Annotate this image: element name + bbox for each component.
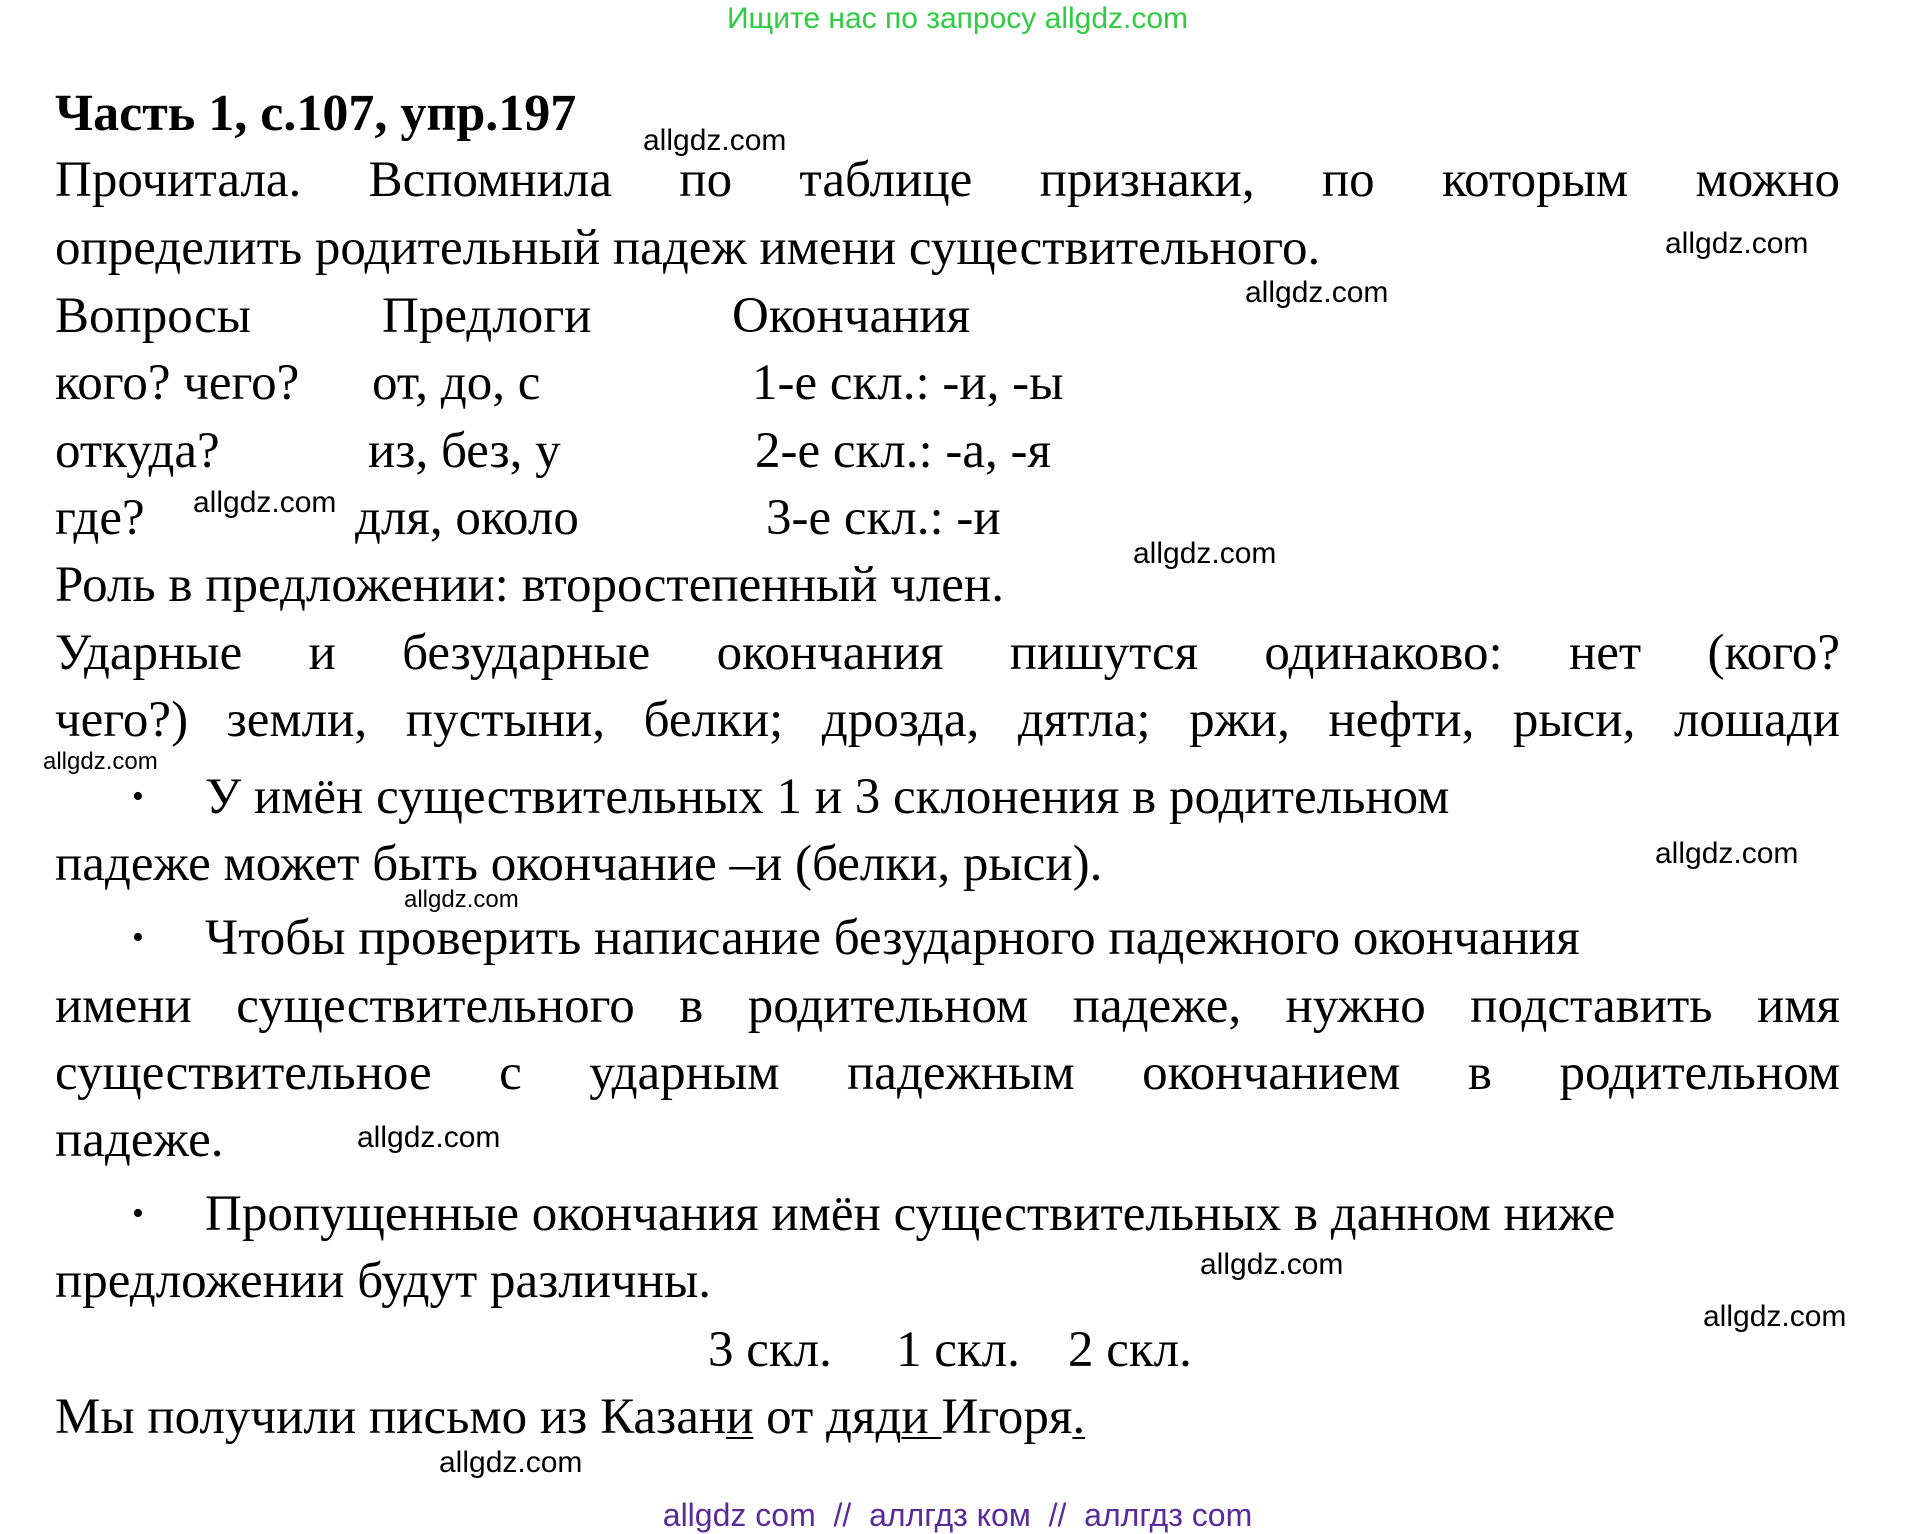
role-line: Роль в предложении: второстепенный член. xyxy=(55,557,1004,613)
header-watermark[interactable]: Ищите нас по запросу allgdz.com xyxy=(726,2,1189,35)
bullet-2-line-4: падеже. xyxy=(55,1112,224,1168)
sentence-part: Игоря xyxy=(941,1389,1073,1445)
watermark: allgdz.com xyxy=(193,486,337,519)
table-header-endings: Окончания xyxy=(732,288,971,344)
watermark: allgdz.com xyxy=(643,124,787,157)
page-title: Часть 1, с.107, упр.197 xyxy=(55,85,577,142)
table-cell: 2-е скл.: -а, -я xyxy=(755,423,1051,479)
watermark: allgdz.com xyxy=(404,886,519,913)
watermark: allgdz.com xyxy=(1655,837,1799,870)
watermark: allgdz.com xyxy=(1133,537,1277,570)
endings-line-1: Ударные и безударные окончания пишутся одинаково: нет (кого? xyxy=(55,625,1840,681)
noun-ending: . xyxy=(1072,1389,1086,1445)
watermark: allgdz.com xyxy=(43,748,158,775)
table-cell: где? xyxy=(55,490,145,546)
bullet-2-line-3: существительное с ударным падежным окончанием в родительном xyxy=(55,1045,1840,1101)
intro-line-1: Прочитала. Вспомнила по таблице признаки, по которым можно xyxy=(55,152,1840,208)
watermark: allgdz.com xyxy=(1245,276,1389,309)
declension-label: 3 скл. xyxy=(708,1322,832,1378)
bullet-3-line-2: предложении будут различны. xyxy=(55,1253,711,1309)
table-cell: для, около xyxy=(355,490,579,546)
table-cell: кого? чего? xyxy=(55,355,300,411)
watermark: allgdz.com xyxy=(1665,227,1809,260)
sentence-part: Мы получили письмо из Казан xyxy=(55,1389,727,1445)
table-header-questions: Вопросы xyxy=(55,288,251,344)
table-cell: 3-е скл.: -и xyxy=(766,490,1001,546)
table-cell: откуда? xyxy=(55,423,220,479)
bullet-marker: • xyxy=(132,919,144,956)
table-header-prepositions: Предлоги xyxy=(382,288,592,344)
watermark: allgdz.com xyxy=(439,1446,583,1479)
footer-watermark[interactable]: allgdz com // аллгдз ком // аллгдз com xyxy=(662,1497,1253,1533)
bullet-2-line-2: имени существительного в родительном падеже, нужно подставить имя xyxy=(55,978,1840,1034)
declension-label: 2 скл. xyxy=(1068,1322,1192,1378)
watermark: allgdz.com xyxy=(1703,1300,1847,1333)
bullet-marker: • xyxy=(132,778,144,815)
noun-ending: и xyxy=(901,1389,942,1445)
table-cell: из, без, у xyxy=(368,423,561,479)
example-sentence xyxy=(55,1387,1085,1447)
table-cell: 1-е скл.: -и, -ы xyxy=(752,355,1064,411)
endings-line-2: чего?) земли, пустыни, белки; дрозда, дятла; ржи, нефти, рыси, лошади xyxy=(55,692,1840,748)
noun-ending: и xyxy=(726,1389,754,1445)
watermark: allgdz.com xyxy=(1200,1248,1344,1281)
table-cell: от, до, с xyxy=(372,355,541,411)
intro-line-2: определить родительный падеж имени существительного. xyxy=(55,220,1321,276)
bullet-1-line-2: падеже может быть окончание –и (белки, рыси). xyxy=(55,836,1103,892)
bullet-2-first-line: Чтобы проверить написание безударного падежного окончания xyxy=(205,910,1580,966)
sentence-part: от дяд xyxy=(753,1389,902,1445)
declension-label: 1 скл. xyxy=(896,1322,1020,1378)
bullet-3-first-line: Пропущенные окончания имён существительных в данном ниже xyxy=(205,1186,1616,1242)
bullet-marker: • xyxy=(132,1195,144,1232)
bullet-1-first-line: У имён существительных 1 и 3 склонения в родительном xyxy=(205,769,1450,825)
watermark: allgdz.com xyxy=(357,1121,501,1154)
